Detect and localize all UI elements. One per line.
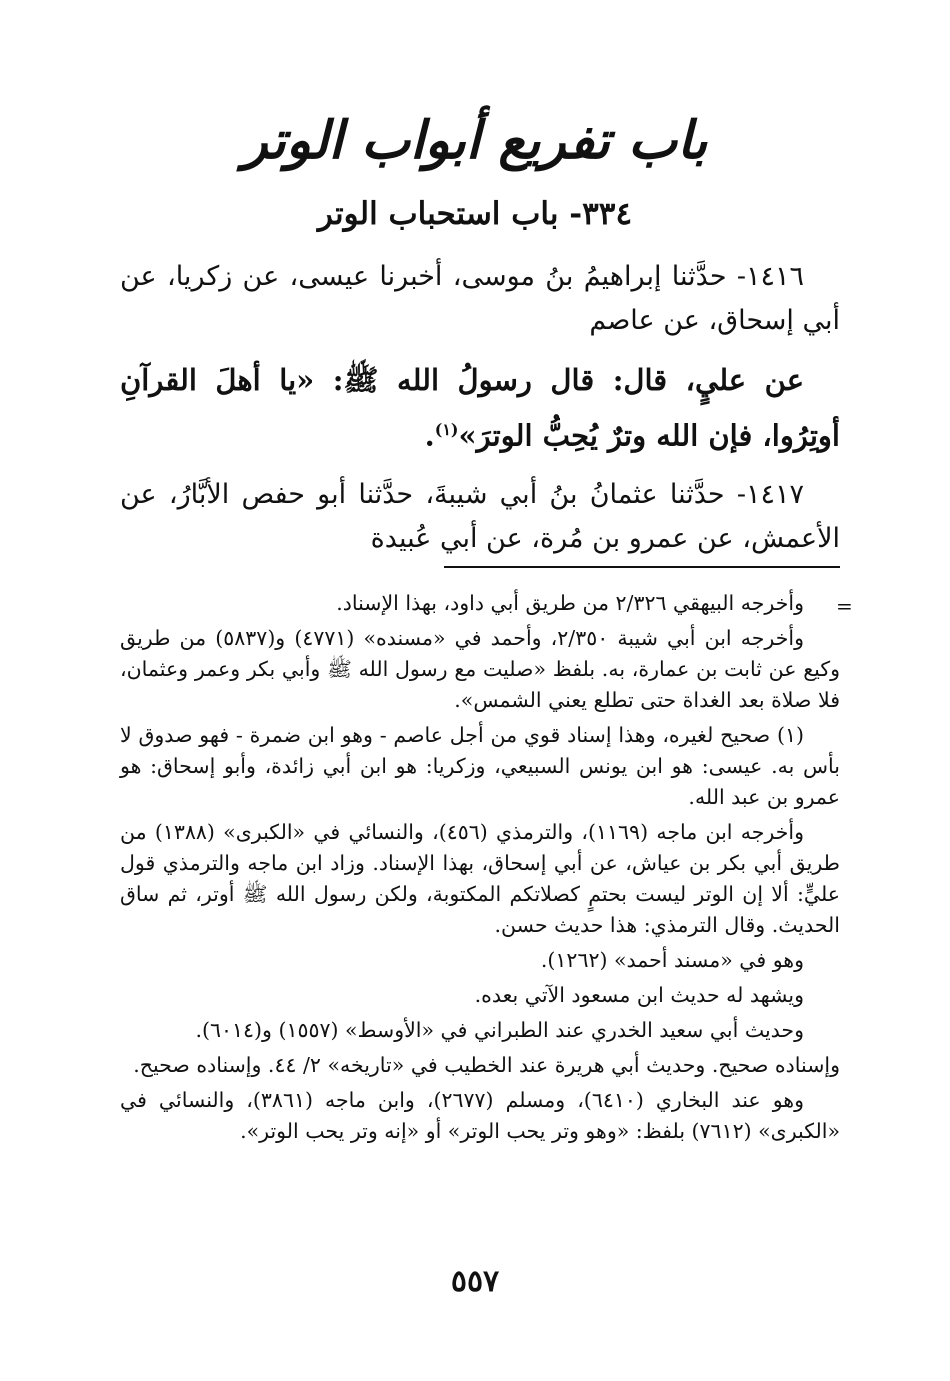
hadith-1416-text [120, 355, 840, 461]
section-main-title: باب تفريع أبواب الوتر [242, 110, 708, 171]
footnote-line: وإسناده صحيح. وحديث أبي هريرة عند الخطيب في «تاريخه» ٢/ ٤٤. وإسناده صحيح. [133, 1053, 840, 1077]
hadith-1416-chain: ١٤١٦- حدَّثنا إبراهيمُ بنُ موسى، أخبرنا عيسى، عن زكريا، عن أبي إسحاق، عن عاصم [120, 261, 840, 336]
footnote-continuation-marker: = [836, 594, 853, 618]
footnotes [120, 588, 840, 1151]
footnote-line: ويشهد له حديث ابن مسعود الآتي بعده. [474, 983, 804, 1007]
hadith-1416-matn: عن عليٍ، قال: قال رسولُ الله ﷺ: «يا أهلَ القرآنِ أوتِرُوا، فإن الله وترٌ يُحِبُّ الوترَ» [120, 363, 840, 453]
hadith-1416-end: . [424, 418, 435, 453]
footnote-line: وهو عند البخاري (٦٤١٠)، ومسلم (٢٦٧٧)، وابن ماجه (٣٨٦١)، والنسائي في «الكبرى» (٧٦١٢) بلفظ: «وهو وتر يحب الوتر» أو «إنه وتر يحب الوتر». [120, 1088, 840, 1143]
footnote-line: وأخرجه ابن ماجه (١١٦٩)، والترمذي (٤٥٦)، والنسائي في «الكبرى» (١٣٨٨) من طريق أبي بكر بن عياش، عن أبي إسحاق، بهذا الإسناد. وزاد ابن ماجه والترمذي قول عليٍّ: ألا إن الوتر ليست بحتمٍ كصلاتكم المكتوبة، ولكن رسول الله ﷺ أوتر، ثم ساق الحديث. وقال الترمذي: هذا حديث حسن. [120, 820, 840, 937]
page-number: ٥٥٧ [450, 1264, 500, 1299]
footnote-divider [444, 566, 840, 568]
footnote-line: وأخرجه ابن أبي شيبة ٢/٣٥٠، وأحمد في «مسنده» (٤٧٧١) و(٥٨٣٧) من طريق وكيع عن ثابت بن عمارة، به. بلفظ «صليت مع رسول الله ﷺ وأبي بكر وعمر وعثمان، فلا صلاة بعد الغداة حتى تطلع يعني الشمس». [120, 626, 840, 712]
chapter-title: ٣٣٤- باب استحباب الوتر [317, 196, 633, 232]
footnote-line: وأخرجه البيهقي ٢/٣٢٦ من طريق أبي داود، بهذا الإسناد. [336, 591, 804, 615]
hadith-1417-chain: ١٤١٧- حدَّثنا عثمانُ بنُ أبي شيبةَ، حدَّثنا أبو حفص الأبَّارُ، عن الأعمش، عن عمرو بن مُرة، عن أبي عُبيدة [120, 478, 840, 554]
main-text [120, 255, 840, 573]
footnote-line: وهو في «مسند أحمد» (١٢٦٢). [540, 948, 804, 972]
footnote-marker-1: (١) [434, 420, 459, 439]
footnote-line: (١) صحيح لغيره، وهذا إسناد قوي من أجل عاصم - وهو ابن ضمرة - فهو صدوق لا بأس به. عيسى: هو ابن يونس السبيعي، وزكريا: هو ابن أبي زائدة، وأبو إسحاق: هو عمرو بن عبد الله. [120, 723, 840, 809]
footnote-line: وحديث أبي سعيد الخدري عند الطبراني في «الأوسط» (١٥٥٧) و(٦٠١٤). [195, 1018, 804, 1042]
